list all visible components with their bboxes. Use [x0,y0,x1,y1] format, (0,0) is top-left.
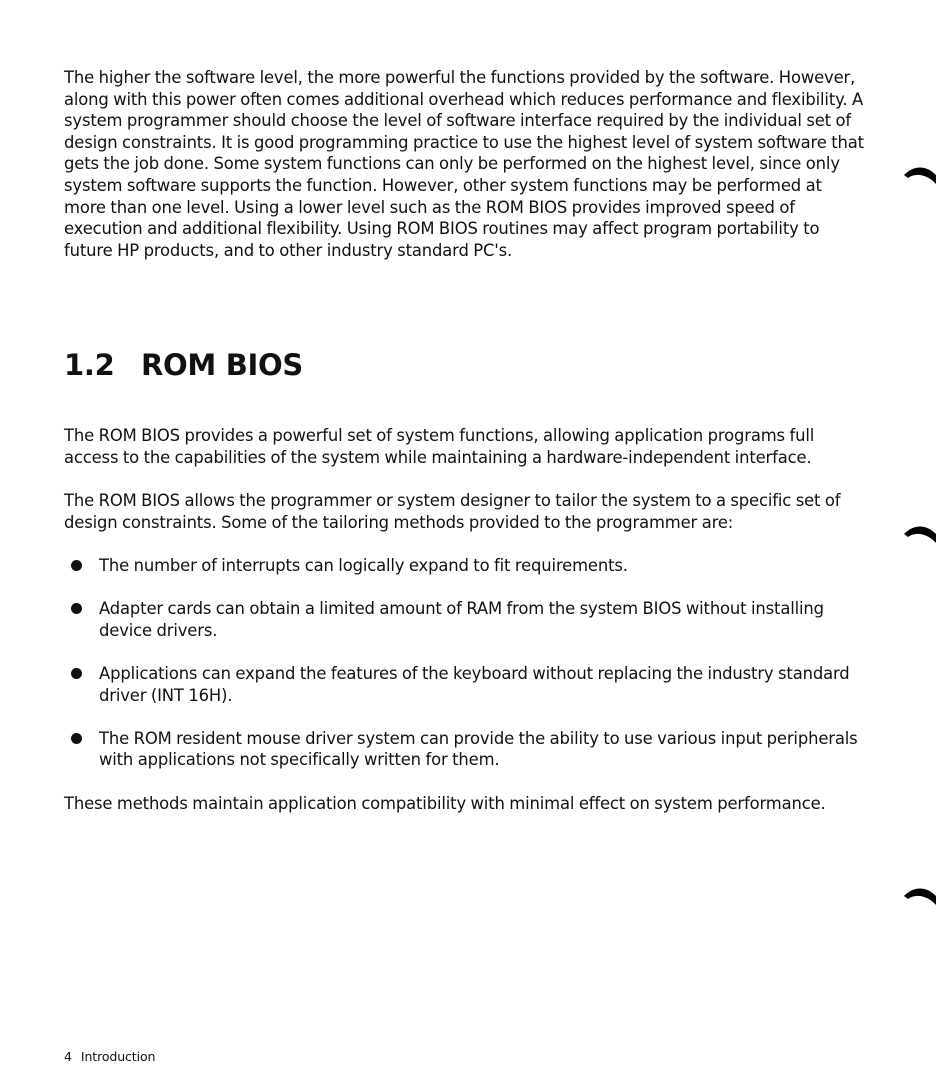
bullet-icon [71,733,82,744]
bullet-icon [71,603,82,614]
tailoring-methods-list [64,555,864,771]
section-heading [64,345,303,385]
bullet-icon [71,668,82,679]
page-footer [64,1048,155,1066]
list-item [64,555,864,577]
section-title: ROM BIOS [141,348,303,382]
binding-mark-icon [902,163,938,185]
bullet-icon [71,560,82,571]
intro-paragraph: The higher the software level, the more powerful the functions provided by the software. However, along with this power often comes additional overhead which reduces performance and flexibility. A system programmer should choose the level of software interface required by the individual set of design constraints. It is good programming practice to use the highest level of system software that gets the job done. Some system functions can only be performed on the highest level, since only system software supports the function. However, other system functions may be performed at more than one level. Using a lower level such as the ROM BIOS provides improved speed of execution and additional flexibility. Using ROM BIOS routines may affect program portability to future HP products, and to other industry standard PC's. [64,68,864,260]
list-item [64,598,864,641]
binding-mark-icon [902,522,938,544]
rom-bios-paragraph-2: The ROM BIOS allows the programmer or system designer to tailor the system to a specific set of design constraints. Some of the tailoring methods provided to the programmer are: [64,491,841,532]
list-item [64,728,864,771]
list-item [64,663,864,706]
list-item-text: The number of interrupts can logically expand to fit requirements. [99,556,628,575]
list-item-text: Applications can expand the features of the keyboard without replacing the industry standard driver (INT 16H). [99,663,850,705]
list-item-text: Adapter cards can obtain a limited amount of RAM from the system BIOS without installing device drivers. [99,599,824,640]
section-number: 1.2 [64,348,115,382]
page-number: 4 [64,1049,72,1064]
list-item-text: The ROM resident mouse driver system can provide the ability to use various input peripherals with applications not specifically written for them. [99,728,858,770]
closing-paragraph: These methods maintain application compatibility with minimal effect on system performance. [64,794,826,813]
rom-bios-paragraph-1: The ROM BIOS provides a powerful set of system functions, allowing application programs full access to the capabilities of the system while maintaining a hardware-independent interface. [64,426,815,467]
chapter-name: Introduction [80,1049,156,1064]
binding-mark-icon [902,884,938,906]
